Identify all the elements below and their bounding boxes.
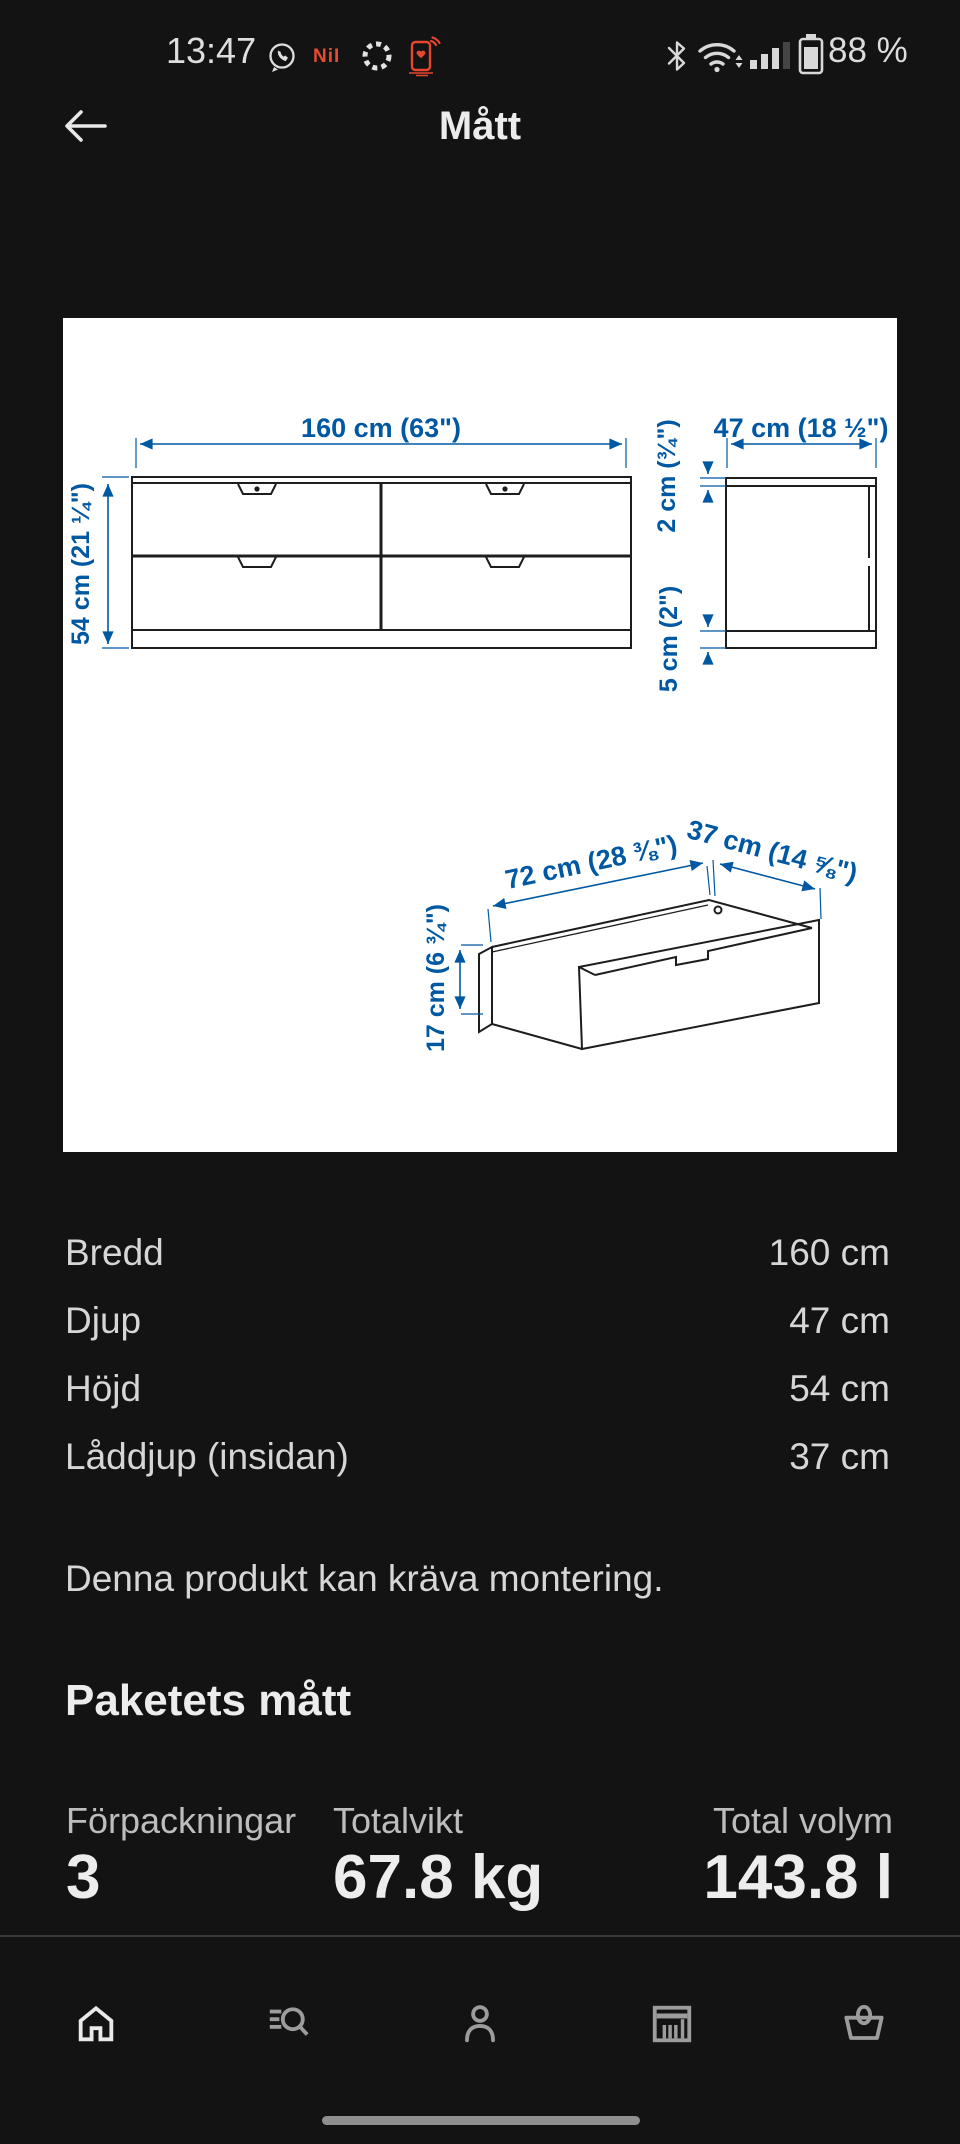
svg-text:160 cm (63"): 160 cm (63") xyxy=(301,413,461,443)
spec-value: 37 cm xyxy=(789,1436,890,1477)
package-section-heading: Paketets mått xyxy=(65,1676,352,1725)
side-view-drawing xyxy=(726,478,876,648)
svg-text:47 cm (18 ½"): 47 cm (18 ½") xyxy=(713,413,889,443)
dim-drawer-width xyxy=(488,829,710,942)
section-divider xyxy=(0,1935,960,1937)
spec-row-laddjup xyxy=(0,1436,960,1480)
spec-value: 47 cm xyxy=(789,1300,890,1341)
spec-row-hojd xyxy=(0,1368,960,1412)
package-count-value: 3 xyxy=(66,1843,101,1912)
dim-height xyxy=(67,477,129,648)
front-view-drawing xyxy=(132,477,631,648)
shopping-bag-icon xyxy=(841,2001,887,2047)
spec-value: 160 cm xyxy=(768,1232,890,1273)
battery-percent-label: 88 % xyxy=(828,31,908,70)
spec-label: Djup xyxy=(65,1300,142,1341)
spec-row-djup xyxy=(0,1300,960,1344)
assembly-note: Denna produkt kan kräva montering. xyxy=(65,1558,664,1599)
home-indicator-bar[interactable] xyxy=(322,2116,640,2125)
nav-store[interactable] xyxy=(576,1978,768,2070)
drawer-3d-drawing xyxy=(479,900,819,1049)
svg-text:72 cm (28 ⅜"): 72 cm (28 ⅜") xyxy=(502,829,680,896)
status-time: 13:47 xyxy=(166,30,257,71)
spec-label: Höjd xyxy=(65,1368,142,1409)
home-icon xyxy=(73,2001,119,2047)
total-weight-value: 67.8 kg xyxy=(333,1843,544,1912)
svg-text:54 cm (21 ¼"): 54 cm (21 ¼") xyxy=(67,483,95,645)
dim-drawer-depth xyxy=(684,814,861,919)
spec-label: Bredd xyxy=(65,1232,164,1273)
dashed-circle-icon xyxy=(361,40,393,72)
svg-text:5 cm (2"): 5 cm (2") xyxy=(655,585,683,693)
total-volume-value: 143.8 l xyxy=(703,1843,893,1912)
whatsapp-icon xyxy=(266,41,298,73)
search-icon xyxy=(265,2001,311,2047)
nav-cart[interactable] xyxy=(768,1978,960,2070)
total-weight-label: Totalvikt xyxy=(333,1800,464,1841)
battery-icon xyxy=(798,33,824,75)
page-title: Mått xyxy=(438,104,522,148)
dimensions-diagram xyxy=(63,318,897,1152)
total-volume-label: Total volym xyxy=(712,1800,893,1841)
dim-drawer-height xyxy=(422,904,483,1052)
spec-row-bredd xyxy=(0,1232,960,1276)
spec-value: 54 cm xyxy=(789,1368,890,1409)
package-count-label: Förpackningar xyxy=(66,1800,297,1841)
nav-profile[interactable] xyxy=(384,1978,576,2070)
nav-search[interactable] xyxy=(192,1978,384,2070)
notification-text-icon: NiI xyxy=(313,46,341,67)
dim-width xyxy=(136,413,626,468)
svg-text:2 cm (¾"): 2 cm (¾") xyxy=(653,419,681,533)
nav-home[interactable] xyxy=(0,1978,192,2070)
store-icon xyxy=(649,2001,695,2047)
signal-strength-icon xyxy=(750,41,792,71)
bottom-navigation xyxy=(0,1978,960,2070)
wifi-icon xyxy=(698,41,744,73)
dim-plinth xyxy=(655,586,726,692)
profile-icon xyxy=(457,2001,503,2047)
svg-text:17 cm (6 ¾"): 17 cm (6 ¾") xyxy=(422,903,450,1053)
phone-heart-icon xyxy=(406,35,442,77)
spec-label: Låddjup (insidan) xyxy=(65,1436,349,1477)
dim-depth xyxy=(714,413,889,468)
bluetooth-icon xyxy=(666,39,688,73)
svg-text:37 cm (14 ⅝"): 37 cm (14 ⅝") xyxy=(683,814,861,889)
